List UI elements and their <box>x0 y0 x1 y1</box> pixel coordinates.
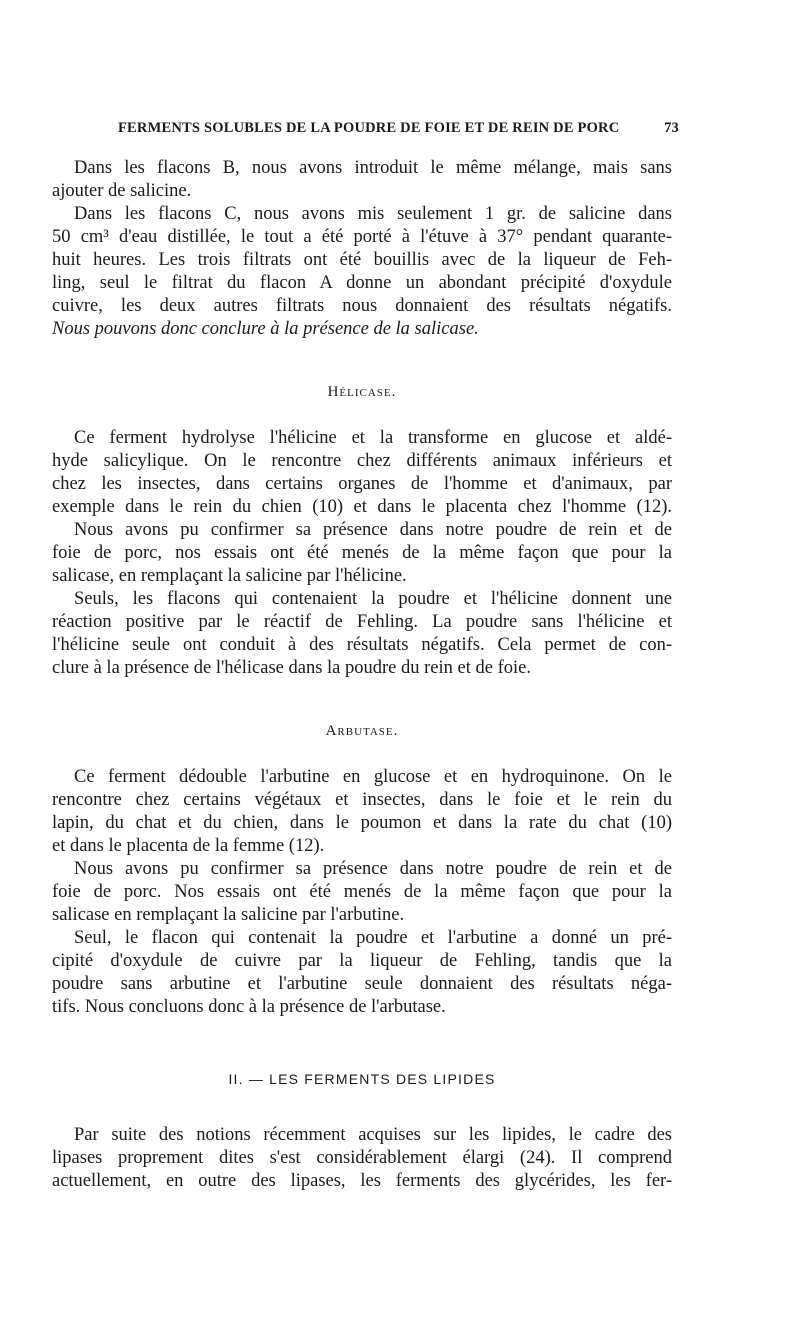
text-line: Seul, le flacon qui contenait la poudre et l'arbutine a donné un pré- <box>74 928 672 948</box>
running-header <box>118 120 679 140</box>
conclusion-line: Nous pouvons donc conclure à la présence de la salicase. <box>52 319 479 339</box>
text-line: foie de porc, nos essais ont été menés de la même façon que pour la <box>52 543 672 563</box>
text-line: foie de porc. Nos essais ont été menés de la même façon que pour la <box>52 882 672 902</box>
running-title: FERMENTS SOLUBLES DE LA POUDRE DE FOIE ET DE REIN DE PORC <box>118 120 620 136</box>
text-line: lipases proprement dites s'est considérablement élargi (24). Il comprend <box>52 1148 672 1168</box>
text-line: huit heures. Les trois filtrats ont été bouillis avec de la liqueur de Feh- <box>52 250 672 270</box>
text-line: Nous avons pu confirmer sa présence dans notre poudre de rein et de <box>74 859 672 879</box>
text-line: exemple dans le rein du chien (10) et dans le placenta chez l'homme (12). <box>52 497 672 517</box>
page-number: 73 <box>664 120 679 136</box>
text-line: 50 cm³ d'eau distillée, le tout a été porté à l'étuve à 37° pendant quarante- <box>52 227 672 247</box>
arbutase-section <box>52 766 672 1019</box>
text-line: Nous avons pu confirmer sa présence dans notre poudre de rein et de <box>74 520 672 540</box>
text-line: réaction positive par le réactif de Fehling. La poudre sans l'hélicine et <box>52 612 672 632</box>
text-line: Par suite des notions récemment acquises sur les lipides, le cadre des <box>74 1125 672 1145</box>
text-line: ajouter de salicine. <box>52 181 192 201</box>
chapter-heading-lipides: II. — LES FERMENTS DES LIPIDES <box>228 1071 496 1087</box>
text-line: lapin, du chat et du chien, dans le poumon et dans la rate du chat (10) <box>52 813 672 833</box>
intro-section <box>52 157 672 341</box>
text-line: ling, seul le filtrat du flacon A donne un abondant précipité d'oxydule <box>52 273 672 293</box>
text-line: salicase en remplaçant la salicine par l'arbutine. <box>52 905 405 925</box>
text-line: poudre sans arbutine et l'arbutine seule donnaient des résultats néga- <box>52 974 672 994</box>
text-line: rencontre chez certains végétaux et insectes, dans le foie et le rein du <box>52 790 672 810</box>
text-line: tifs. Nous concluons donc à la présence de l'arbutase. <box>52 997 446 1017</box>
text-line: cuivre, les deux autres filtrats nous donnaient des résultats négatifs. <box>52 296 672 316</box>
text-line: l'hélicine seule ont conduit à des résultats négatifs. Cela permet de con- <box>52 635 672 655</box>
text-line: Dans les flacons B, nous avons introduit le même mélange, mais sans <box>74 158 672 178</box>
helicase-section <box>52 427 672 680</box>
text-line: cipité d'oxydule de cuivre par la liqueur de Fehling, tandis que la <box>52 951 672 971</box>
text-line: salicase, en remplaçant la salicine par l'hélicine. <box>52 566 407 586</box>
text-line: clure à la présence de l'hélicase dans la poudre du rein et de foie. <box>52 658 531 678</box>
text-line: Ce ferment dédouble l'arbutine en glucose et en hydroquinone. On le <box>74 767 672 787</box>
text-line: hyde salicylique. On le rencontre chez différents animaux inférieurs et <box>52 451 672 471</box>
text-line: et dans le placenta de la femme (12). <box>52 836 325 856</box>
text-line: Seuls, les flacons qui contenaient la poudre et l'hélicine donnent une <box>74 589 672 609</box>
section-heading-arbutase: Arbutase. <box>325 723 399 739</box>
text-line: chez les insectes, dans certains organes de l'homme et d'animaux, par <box>52 474 672 494</box>
text-line: Dans les flacons C, nous avons mis seulement 1 gr. de salicine dans <box>74 204 672 224</box>
text-line: Ce ferment hydrolyse l'hélicine et la transforme en glucose et aldé- <box>74 428 672 448</box>
section-heading-helicase: Hélicase. <box>327 384 397 400</box>
text-line: actuellement, en outre des lipases, les ferments des glycérides, les fer- <box>52 1171 672 1191</box>
lipides-section <box>52 1124 672 1193</box>
